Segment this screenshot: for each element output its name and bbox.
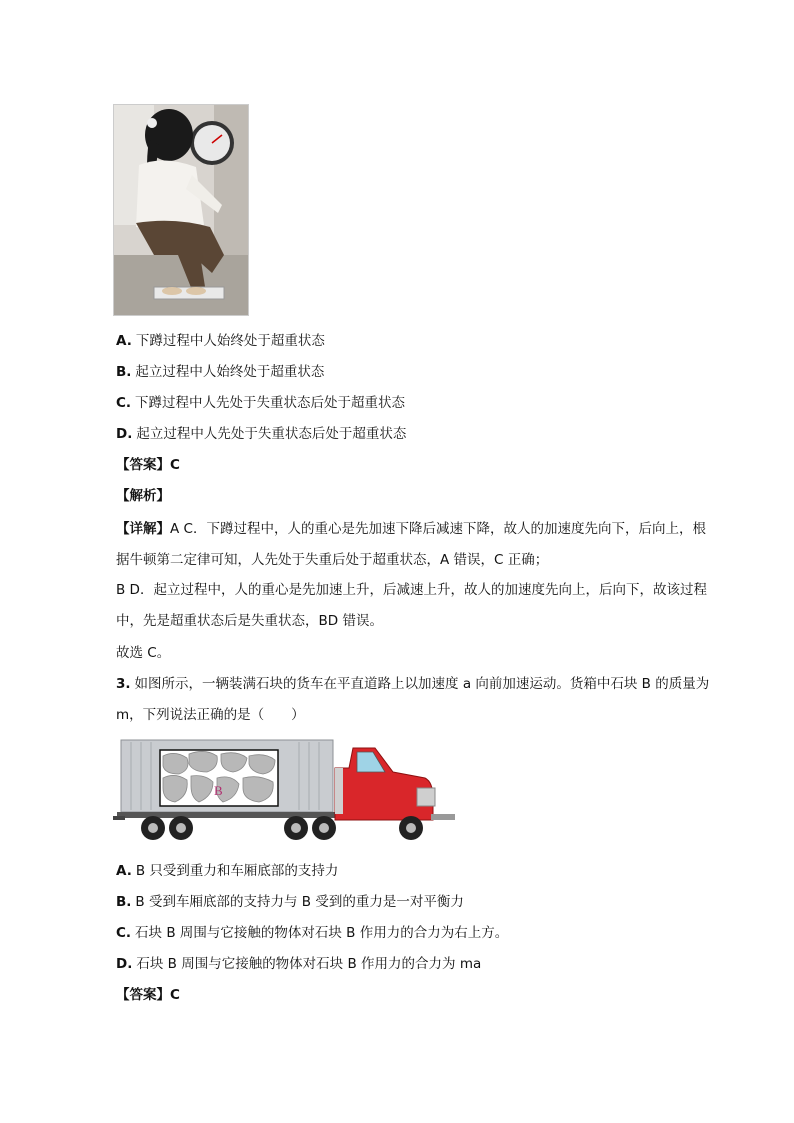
option-text: 下蹲过程中人始终处于超重状态 — [135, 333, 325, 349]
q2-detail-ac — [116, 514, 716, 575]
option-label: B. — [116, 364, 132, 380]
answer-tag: 【答案】 — [116, 987, 170, 1003]
q2-answer — [116, 455, 180, 475]
q2-detail-bd — [116, 575, 716, 636]
question-number: 3. — [116, 676, 131, 692]
option-text: B 只受到重力和车厢底部的支持力 — [135, 863, 339, 879]
q2-analysis-heading — [116, 486, 170, 506]
option-label: D. — [116, 956, 133, 972]
answer-value: C — [170, 987, 180, 1003]
q2-conclusion: 故选 C。 — [116, 645, 171, 661]
analysis-tag: 【解析】 — [116, 488, 170, 504]
option-text: 下蹲过程中人先处于失重状态后处于超重状态 — [135, 395, 406, 411]
squat-scene-illustration — [114, 105, 248, 315]
truck-illustration — [113, 738, 458, 848]
option-label: C. — [116, 395, 132, 411]
q2-option-a — [116, 331, 325, 351]
option-text: 起立过程中人先处于失重状态后处于超重状态 — [136, 426, 407, 442]
option-text: 石块 B 周围与它接触的物体对石块 B 作用力的合力为右上方。 — [135, 925, 509, 941]
q3-answer — [116, 985, 180, 1005]
rock-b-label: B — [214, 783, 223, 798]
answer-tag: 【答案】 — [116, 457, 170, 473]
q2-option-b — [116, 362, 324, 382]
detail-ac-text: A C．下蹲过程中，人的重心是先加速下降后减速下降，故人的加速度先向下，后向上，根据牛顿第二定律可知，人先处于失重后处于超重状态，A 错误，C 正确； — [116, 521, 706, 568]
option-text: 石块 B 周围与它接触的物体对石块 B 作用力的合力为 ma — [136, 956, 482, 972]
q3-option-b — [116, 892, 464, 912]
truck-figure — [113, 738, 458, 848]
option-label: A. — [116, 863, 132, 879]
q3-stem — [116, 669, 716, 730]
answer-value: C — [170, 457, 180, 473]
q3-option-a — [116, 861, 338, 881]
q2-option-c — [116, 393, 405, 413]
option-text: B 受到车厢底部的支持力与 B 受到的重力是一对平衡力 — [135, 894, 464, 910]
q3-option-c — [116, 923, 508, 943]
squat-photo — [113, 104, 249, 316]
q2-option-d — [116, 424, 406, 444]
q3-option-d — [116, 954, 481, 974]
option-text: 起立过程中人始终处于超重状态 — [135, 364, 325, 380]
detail-tag: 【详解】 — [116, 521, 170, 537]
detail-bd-text: B D．起立过程中，人的重心是先加速上升，后减速上升，故人的加速度先向上，后向下，故该过程中，先是超重状态后是失重状态，BD 错误。 — [116, 582, 707, 629]
question-text: 如图所示，一辆装满石块的货车在平直道路上以加速度 a 向前加速运动。货箱中石块 B 的质量为 m，下列说法正确的是（ ） — [116, 676, 710, 723]
option-label: C. — [116, 925, 132, 941]
option-label: D. — [116, 426, 133, 442]
option-label: B. — [116, 894, 132, 910]
option-label: A. — [116, 333, 132, 349]
